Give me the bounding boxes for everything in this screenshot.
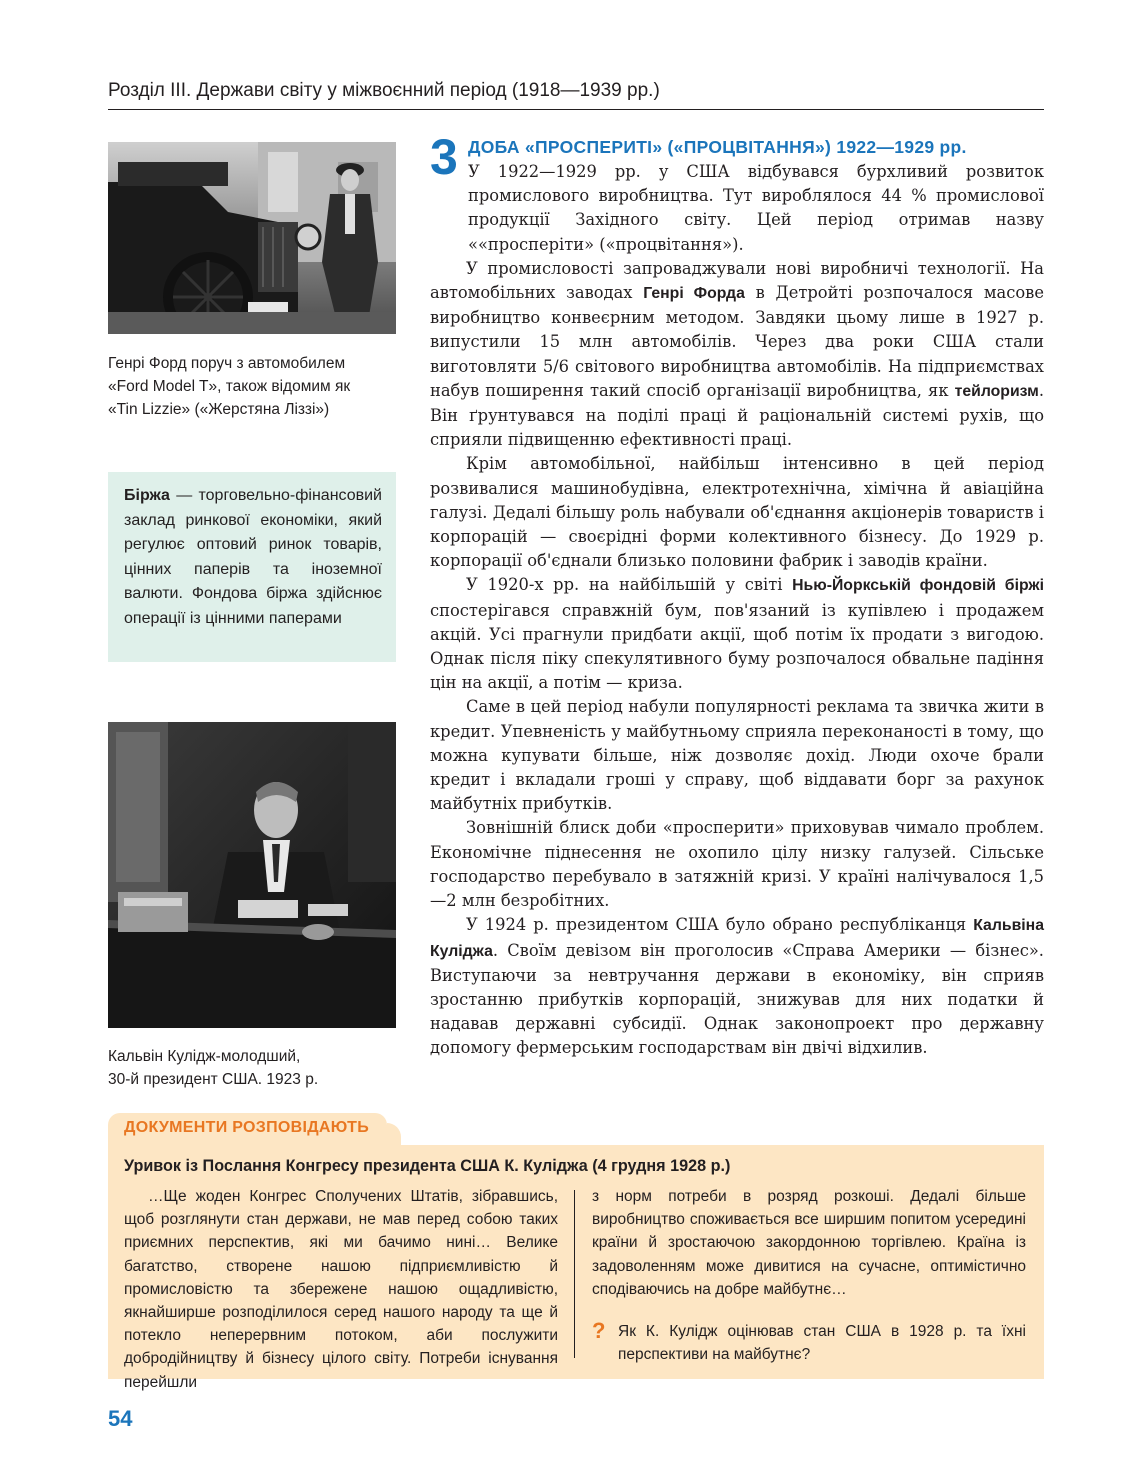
page-number: 54: [108, 1406, 133, 1431]
paragraph-3: Крім автомобільної, найбільш інтенсивно в цей період розвивалися машинобудівна, електротехнічна, хімічна й авіаційна галузі. Дедалі більшу роль набували об'єднання акціонерів товариств і корпорацій — своєрідні форми колективного бізнесу. До 1929 р. корпорації об'єднали близько половини фабрик і заводів країни.: [430, 454, 1044, 571]
p7-text-c: . Своїм девізом він проголосив «Справа Америки — бізнес». Виступаючи за невтручання держави в економіку, він сприяв зростанню прибутків корпорацій, знижував для них податки й надавав державні субсидії. Однак законопроект про державну допомогу фермерським господарствам він двічі відхилив.: [430, 940, 1044, 1058]
documents-column-divider: [574, 1190, 575, 1358]
caption-line-2: 30-й президент США. 1923 р.: [108, 1071, 319, 1088]
paragraph-1: У 1922—1929 рр. у США відбувався бурхливий розвиток промислового виробництва. Тут вироблялося 44 % промислової продукції Західного світу. Цей період отримав назву ««просперіти» («процвітання»).: [468, 162, 1044, 254]
question-mark-icon: ?: [592, 1318, 606, 1343]
paragraph-6: Зовнішній блиск доби «просперити» приховував чимало проблем. Економічне піднесення не охопило цілу низку галузей. Сільське господарство перебувало в затяжній кризі. У країні налічувалося 1,5—2 млн безробітних.: [430, 818, 1044, 911]
term-henry-ford: Генрі Форда: [643, 285, 745, 303]
documents-left-column: …Ще жоден Конгрес Сполучених Штатів, зібравшись, щоб розглянути стан держави, не мав перед собою таких приємних перспектив, які ми бачимо нині… Велике багатство, створене нашою підприємливістю й промисловістю та збережене нашою ощадливістю, якнайширше розподілилося серед нашого народу та ще й потекло неперервним потоком, аби послужити добродійництву й бізнесу цілого світу. Потреби існування перейшли: [124, 1188, 558, 1391]
term-taylorism: тейлоризм: [954, 382, 1039, 400]
term-calvin-coolidge: Кальвіна Куліджа: [430, 917, 1044, 960]
p2-text-c: в Детройті розпочалося масове виробництво конвеєрним методом. Завдяки цьому лише в 1927 р. випустили 15 млн автомобілів. Через два роки США стали виготовляти 5/6 світового виробництва автомобілів. На підприємствах набув поширення такий спосіб організації виробництва, як: [430, 283, 1044, 400]
p2-text-e: . Він ґрунтувався на поділі праці й раціональній системі рухів, що сприяли підвищенню ефективності праці.: [430, 380, 1044, 450]
main-text: [430, 160, 1044, 1061]
paragraph-5: Саме в цей період набули популярності реклама та звичка жити в кредит. Упевненість у майбутньому сприяла переконаності в тому, що можна купувати більше, ніж дозволяє дохід. Люди охоче брали кредит і вкладали гроші у справу, щоб віддавати борг за рахунок майбутніх прибутків.: [430, 697, 1044, 814]
section-number: 3: [430, 129, 458, 185]
paragraph-7: [430, 913, 1044, 1060]
p4-text-c: спостерігався справжній бум, пов'язаний із купівлею і продажем акцій. Усі прагнули придбати акції, щоб потім їх продати з вигодою. Однак після піку спекулятивного буму розпочалося обвальне падіння цін на акції, а потім — криза.: [430, 600, 1044, 693]
documents-tab: ДОКУМЕНТИ РОЗПОВІДАЮТЬ: [108, 1113, 387, 1145]
p7-text-a: У 1924 р. президентом США було обрано республіканця: [466, 915, 974, 935]
documents-right-column: з норм потреби в розряд розкоші. Дедалі більше виробництво споживається все ширшим попитом усередині країни й зростаючою закордонною торгівлею. Країна із задоволенням може дивитися на сучасне, оптимістично сподіваючись на добре майбутнє…: [592, 1188, 1026, 1298]
paragraph-4: [430, 573, 1044, 695]
p4-text-a: У 1920-х рр. на найбільшій у світі: [466, 575, 793, 595]
caption-line-1: Кальвін Кулідж-молодший,: [108, 1048, 301, 1065]
paragraph-2: [430, 257, 1044, 453]
definition-box-birzha: [108, 472, 396, 662]
running-header: Розділ ІІІ. Держави світу у міжвоєнний період (1918—1939 рр.): [108, 80, 1044, 110]
section-title: ДОБА «ПРОСПЕРИТІ» («ПРОЦВІТАННЯ») 1922—1929 рр.: [468, 137, 967, 157]
term-nyse: Нью-Йоркській фондовій біржі: [792, 577, 1044, 595]
photo-calvin-coolidge: [108, 722, 396, 1028]
photo-calvin-coolidge-caption: [108, 1045, 378, 1091]
photo-henry-ford: [108, 142, 396, 334]
p2-text-a: У промисловості запроваджували нові виробничі технології. На автомобільних заводах: [430, 258, 1044, 303]
photo-calvin-coolidge-image: [108, 722, 396, 1028]
photo-henry-ford-caption: Генрі Форд поруч з автомобилем «Ford Model T», також відомим як «Tin Lizzie» («Жерстяна Ліззі»): [108, 355, 351, 418]
definition-term: Біржа: [124, 487, 170, 504]
documents-question: Як К. Кулідж оцінював стан США в 1928 р. та їхні перспективи на майбутнє?: [618, 1323, 1026, 1364]
definition-text: — торговельно-фінансовий заклад ринкової економіки, який регулює оптовий ринок товарів, цінних паперів та іноземної валюти. Фондова біржа здійснює операції із цінними паперами: [124, 487, 382, 627]
photo-henry-ford-image: [108, 142, 396, 334]
documents-heading: Уривок із Послання Конгресу президента США К. Куліджа (4 грудня 1928 р.): [124, 1157, 731, 1175]
